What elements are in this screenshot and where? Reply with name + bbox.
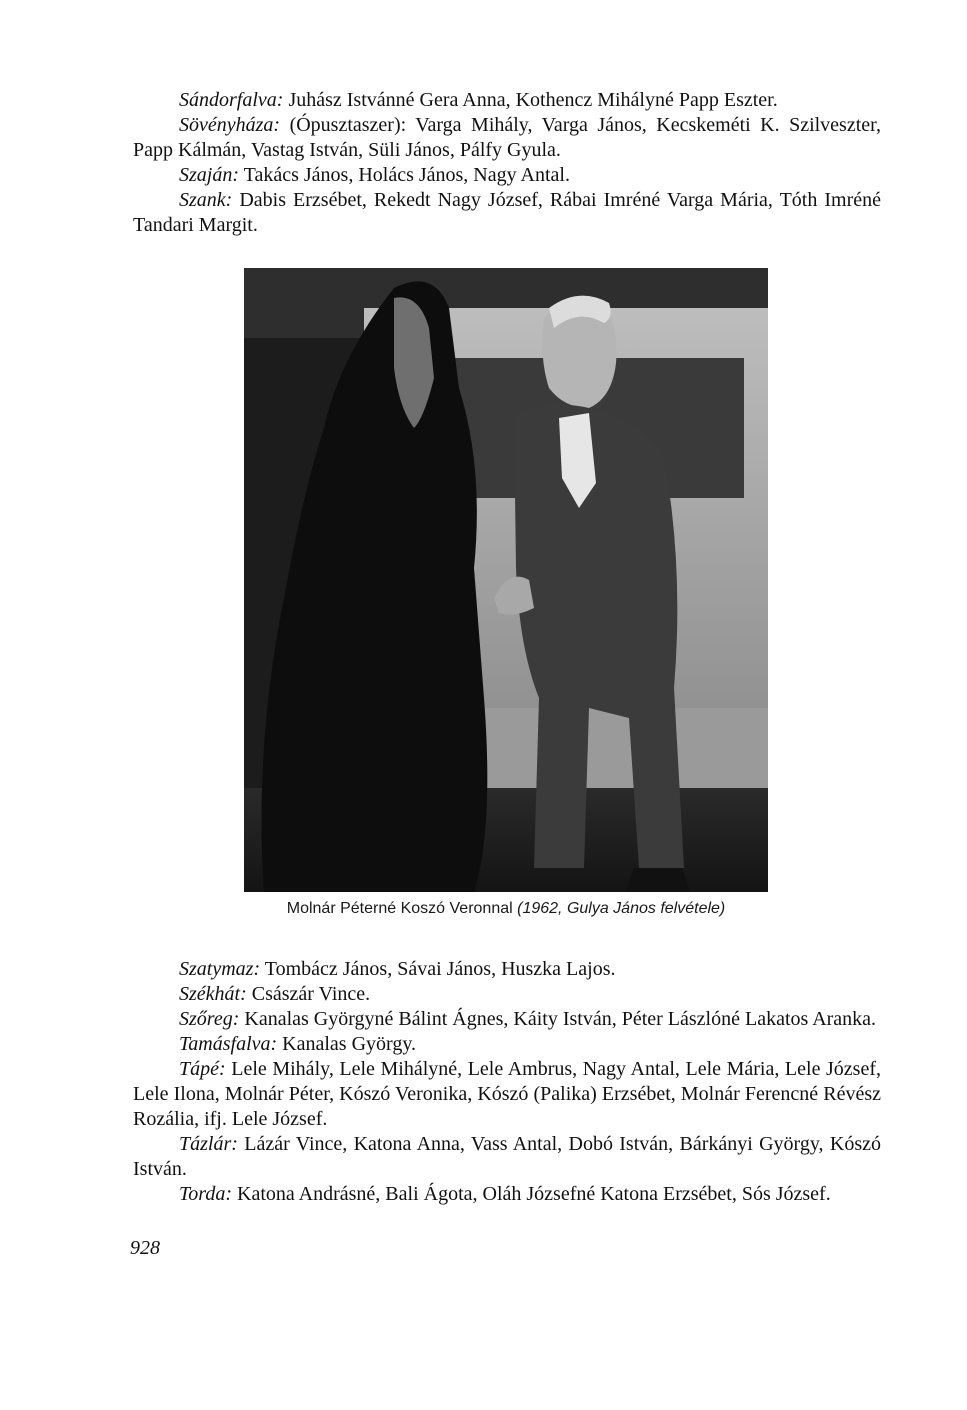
entry-names: Juhász Istvánné Gera Anna, Kothencz Mihályné Papp Eszter. [288, 89, 778, 111]
entry-names: Császár Vince. [251, 983, 371, 1005]
place-name: Sövényháza: [179, 114, 281, 136]
entry-szoreg [133, 1007, 881, 1032]
place-name: Szatymaz: [179, 958, 261, 980]
entry-tazlar [133, 1132, 881, 1182]
place-name: Tápé: [179, 1058, 226, 1080]
entry-sandorfalva [133, 88, 881, 113]
photograph [244, 268, 768, 892]
entry-names: Tombácz János, Sávai János, Huszka Lajos. [264, 958, 616, 980]
place-name: Torda: [179, 1183, 232, 1205]
entry-szajan [133, 163, 881, 188]
place-name: Tamásfalva: [179, 1033, 278, 1055]
caption-detail: (1962, Gulya János felvétele) [517, 900, 726, 917]
entry-szank [133, 188, 881, 238]
bottom-entry-list [133, 957, 881, 1207]
entry-tamasfalva [133, 1032, 881, 1057]
place-name: Szőreg: [179, 1008, 240, 1030]
entry-names: Kanalas Györgyné Bálint Ágnes, Káity István, Péter Lászlóné Lakatos Aranka. [244, 1008, 877, 1030]
page-number: 928 [130, 1237, 160, 1259]
place-name: Tázlár: [179, 1133, 238, 1155]
entry-names: Kanalas György. [282, 1033, 417, 1055]
entry-sovenyhaza [133, 113, 881, 163]
place-name: Szaján: [179, 164, 239, 186]
entry-names: Katona Andrásné, Bali Ágota, Oláh Józsefné Katona Erzsébet, Sós József. [237, 1183, 831, 1205]
photo-illustration [244, 268, 768, 892]
photo-caption [244, 898, 768, 920]
place-name: Székhát: [179, 983, 247, 1005]
place-name: Szank: [179, 189, 233, 211]
place-name: Sándorfalva: [179, 89, 284, 111]
entry-szekhat [133, 982, 881, 1007]
entry-names: Lele Mihály, Lele Mihályné, Lele Ambrus, Nagy Antal, Lele Mária, Lele József, Lele Ilona, Molnár Péter, Kószó Veronika, Kószó (Palika) Erzsébet, Molnár Ferencné Révész Rozália, ifj. Lele József. [133, 1058, 881, 1130]
top-entry-list [133, 88, 881, 238]
entry-names: (Ópusztaszer): Varga Mihály, Varga János, Kecskeméti K. Szilveszter, Papp Kálmán, Vastag István, Süli János, Pálfy Gyula. [133, 114, 882, 161]
entry-szatymaz [133, 957, 881, 982]
entry-names: Dabis Erzsébet, Rekedt Nagy József, Rábai Imréné Varga Mária, Tóth Imréné Tandari Margit. [133, 189, 881, 236]
entry-torda [133, 1182, 881, 1207]
entry-names: Lázár Vince, Katona Anna, Vass Antal, Dobó István, Bárkányi György, Kószó István. [133, 1133, 881, 1180]
entry-tape [133, 1057, 881, 1132]
caption-main: Molnár Péterné Koszó Veronnal [286, 900, 513, 917]
entry-names: Takács János, Holács János, Nagy Antal. [243, 164, 570, 186]
